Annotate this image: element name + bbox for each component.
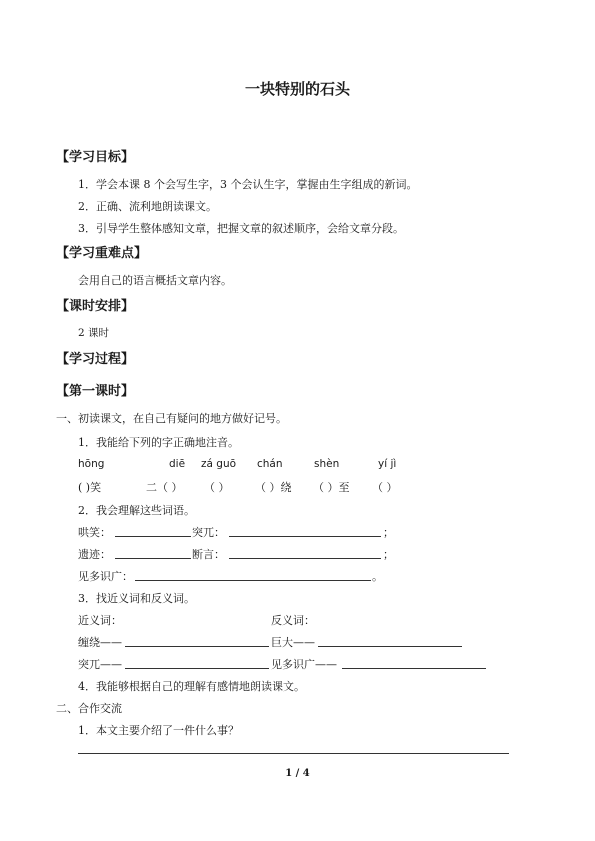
part2-answer-line[interactable] [78, 753, 509, 754]
char-blank-5[interactable]: （ ）至 [313, 481, 350, 494]
word-hongxiao-label: 哄笑： [78, 526, 111, 539]
synonym-label: 近义词： [78, 614, 122, 627]
goal-item-1: 1．学会本课 8 个会写生字，3 个会认生字，掌握由生字组成的新词。 [78, 178, 418, 191]
part2-q1: 1．本文主要介绍了一件什么事？ [78, 724, 239, 737]
pinyin-5: shèn [314, 458, 340, 470]
char-blank-1[interactable]: ( )笑 [78, 481, 102, 494]
page-title: 一块特别的石头 [244, 80, 350, 98]
pair-jianduo-label: 见多识广—— [271, 658, 337, 671]
pair-juda-blank[interactable] [318, 646, 462, 647]
char-blank-2[interactable]: 二（ ） [146, 481, 183, 494]
page-number: 1 / 4 [285, 768, 310, 779]
part1-q2: 2．我会理解这些词语。 [78, 504, 195, 517]
key-points-heading: 【学习重难点】 [56, 246, 148, 261]
word-duanyan-semicolon: ； [383, 548, 394, 561]
pinyin-2: diē [169, 458, 186, 470]
pinyin-3: zá guō [201, 458, 237, 470]
pinyin-4: chán [257, 458, 283, 470]
process-heading: 【学习过程】 [56, 352, 135, 367]
part1-q3: 3．找近义词和反义词。 [78, 592, 195, 605]
word-jianduo-blank[interactable] [135, 580, 371, 581]
pair-tuwu-blank[interactable] [125, 668, 269, 669]
char-blank-3[interactable]: （ ） [204, 481, 230, 494]
pair-jianduo-blank[interactable] [342, 668, 486, 669]
goals-heading: 【学习目标】 [56, 150, 135, 165]
word-jianduo-label: 见多识广： [78, 570, 133, 583]
word-tuwu-blank[interactable] [229, 536, 381, 537]
char-blank-4[interactable]: （ ）绕 [255, 481, 292, 494]
word-duanyan-blank[interactable] [229, 558, 381, 559]
schedule-heading: 【课时安排】 [56, 299, 135, 314]
pair-chanrao-blank[interactable] [125, 646, 269, 647]
word-yiji-blank[interactable] [115, 558, 191, 559]
part2-label: 二、合作交流 [56, 702, 122, 715]
goal-item-3: 3．引导学生整体感知文章，把握文章的叙述顺序，会给文章分段。 [78, 222, 404, 235]
pinyin-6: yí jì [378, 458, 397, 470]
pair-tuwu-label: 突兀—— [78, 658, 122, 671]
key-points-text: 会用自己的语言概括文章内容。 [78, 274, 232, 287]
part1-q1: 1．我能给下列的字正确地注音。 [78, 436, 239, 449]
part1-label: 一、初读课文，在自己有疑问的地方做好记号。 [56, 412, 287, 425]
char-blank-6[interactable]: （ ） [372, 481, 398, 494]
word-hongxiao-blank[interactable] [115, 536, 191, 537]
word-jianduo-period: 。 [372, 570, 383, 583]
antonym-label: 反义词： [271, 614, 315, 627]
schedule-text: 2 课时 [78, 327, 110, 339]
part1-q4: 4．我能够根据自己的理解有感情地朗读课文。 [78, 680, 305, 693]
goal-item-2: 2．正确、流利地朗读课文。 [78, 200, 217, 213]
pair-chanrao-label: 缠绕—— [78, 636, 122, 649]
word-duanyan-label: 断言： [192, 548, 225, 561]
word-yiji-label: 遗迹： [78, 548, 111, 561]
pair-juda-label: 巨大—— [271, 636, 315, 649]
word-tuwu-label: 突兀： [192, 526, 225, 539]
pinyin-1: hōng [78, 458, 105, 470]
lesson1-heading: 【第一课时】 [56, 384, 135, 399]
word-tuwu-semicolon: ； [383, 526, 394, 539]
